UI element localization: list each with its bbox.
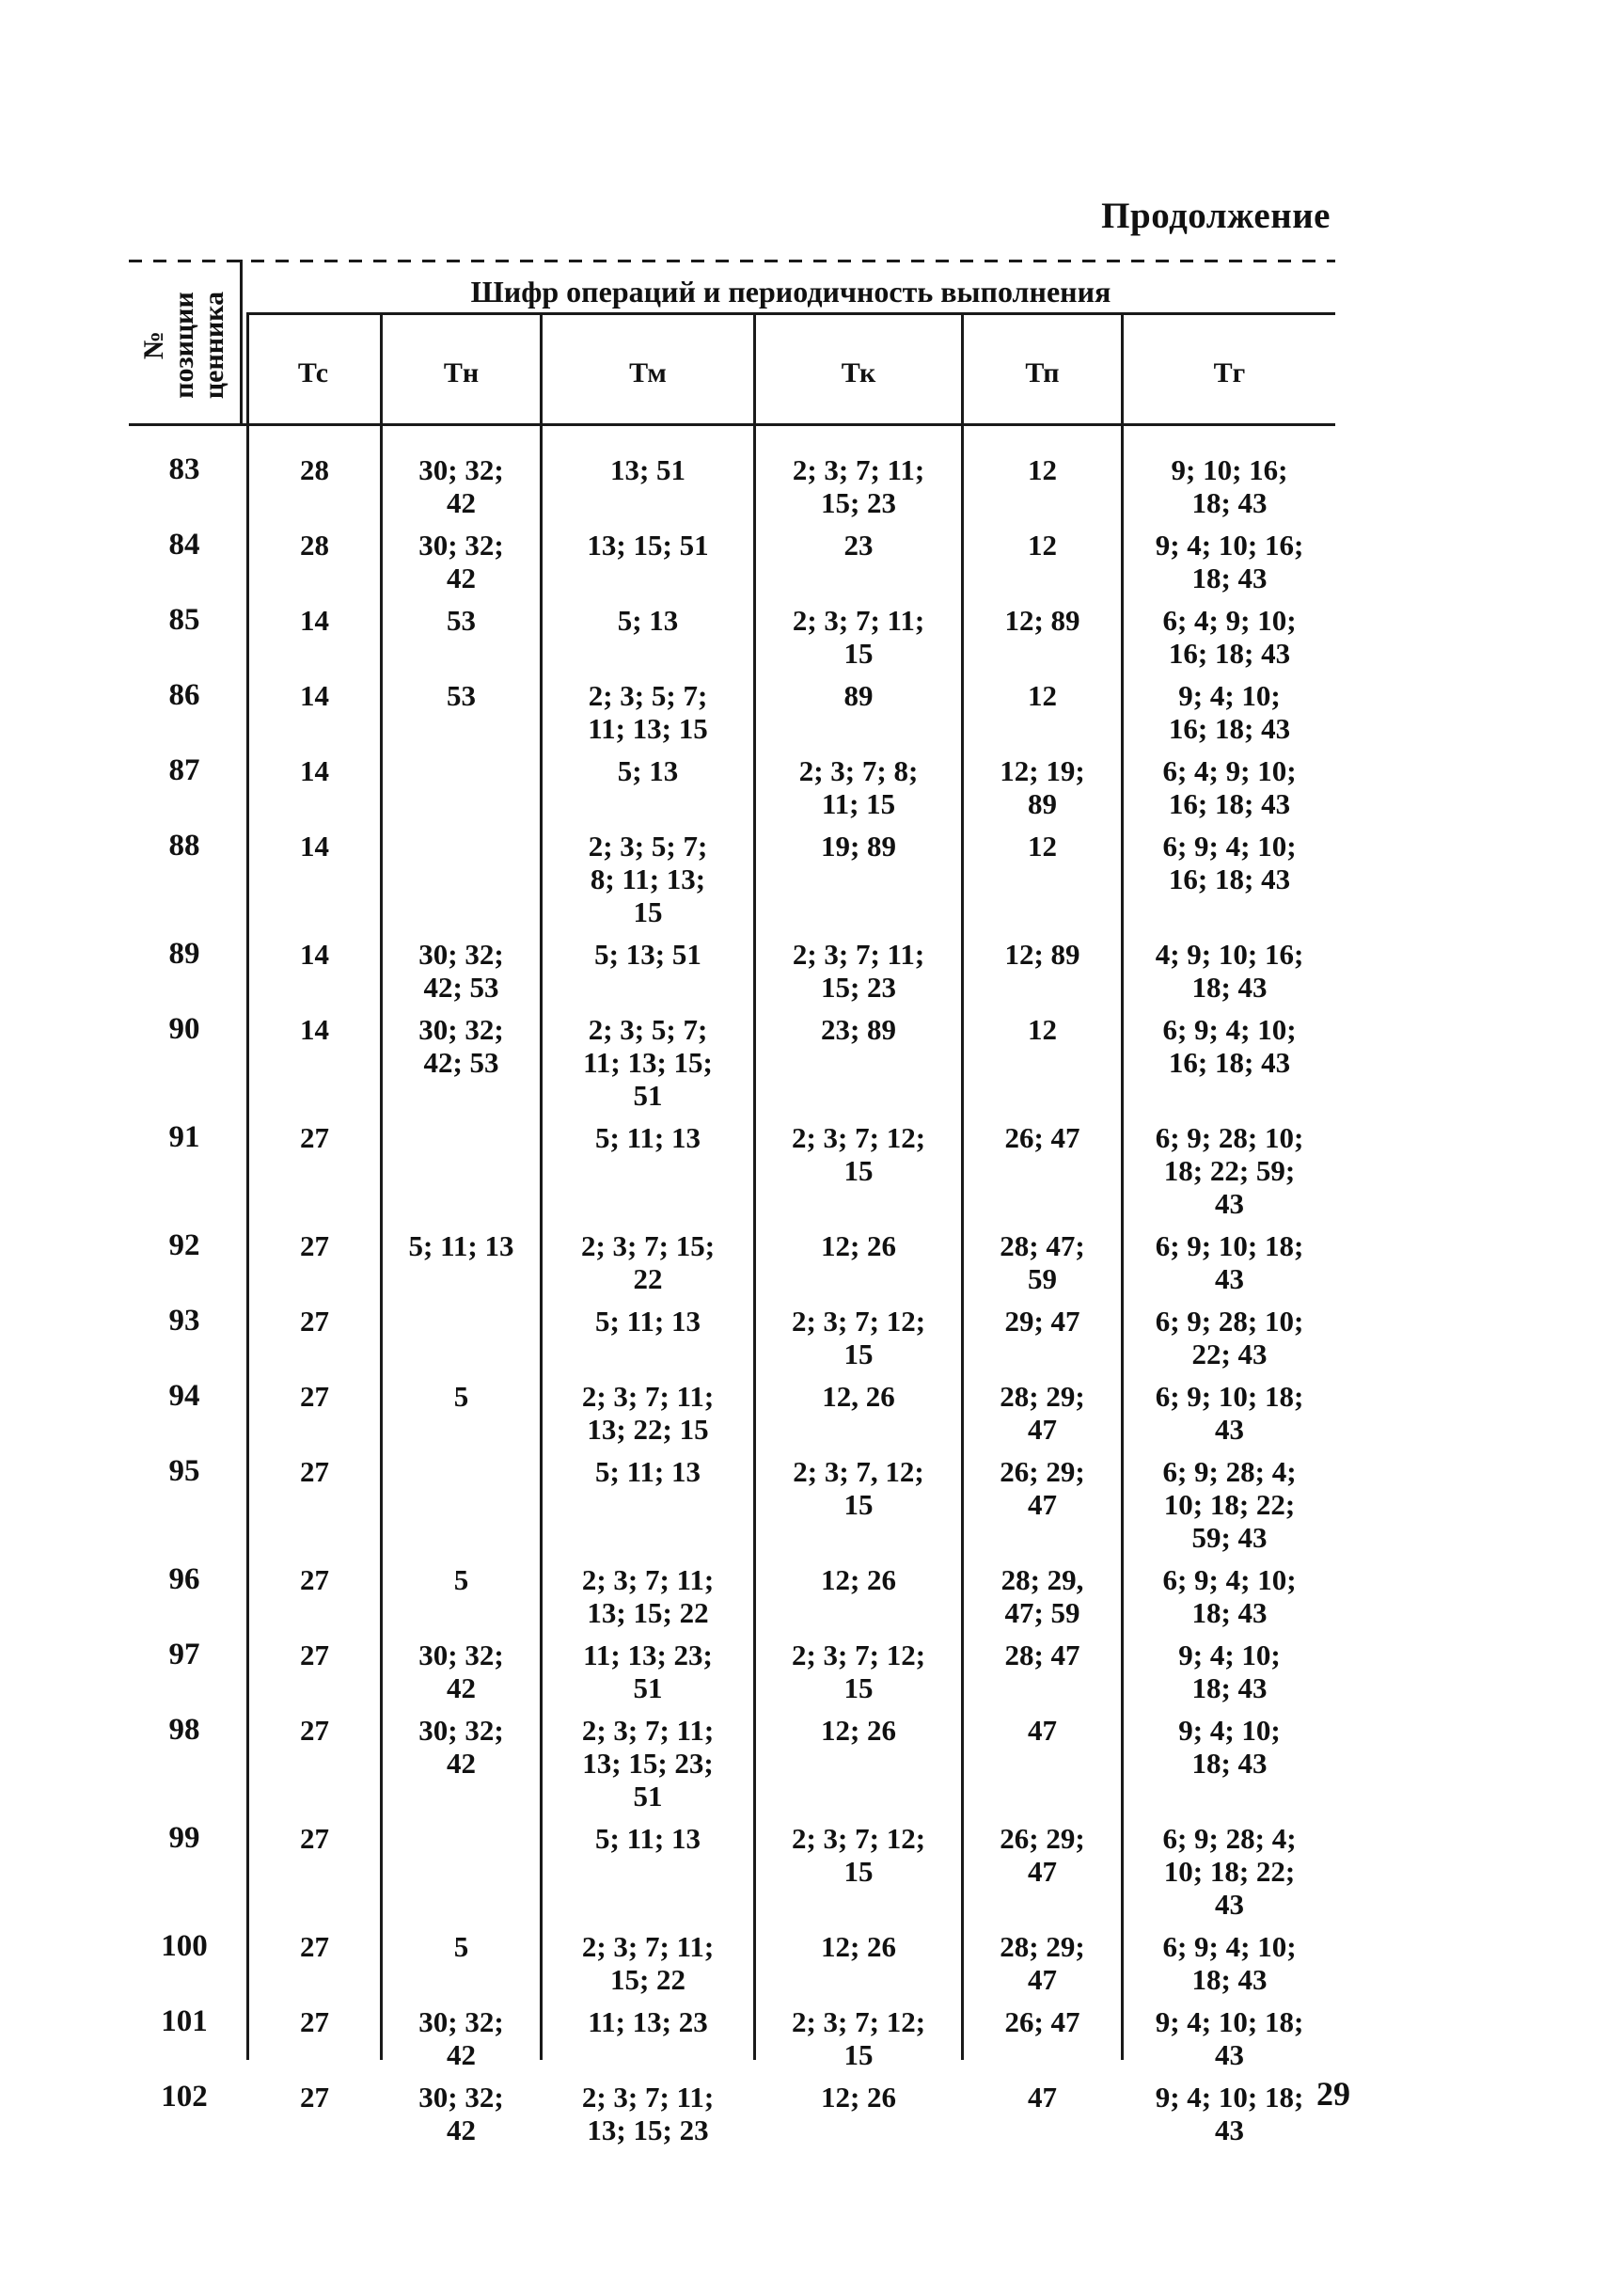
table-top-rule <box>129 260 1335 262</box>
cell-tp: 28; 47 <box>1004 1639 1080 1671</box>
cell-tk: 2; 3; 7; 12; 15 <box>791 2005 926 2071</box>
cell-tn: 30; 32; 42 <box>418 529 504 594</box>
cell-num: 90 <box>168 1012 200 1046</box>
cell-tg: 9; 4; 10; 18; 43 <box>1155 2005 1304 2071</box>
cell-num: 101 <box>161 2004 208 2038</box>
cell-num: 100 <box>161 1929 208 1963</box>
cell-tk: 2; 3; 7; 11; 15; 23 <box>792 453 925 519</box>
cell-tc: 27 <box>300 1455 329 1488</box>
cell-tp: 26; 47 <box>1004 2005 1080 2038</box>
cell-tm: 2; 3; 5; 7; 8; 11; 13; 15 <box>588 830 708 928</box>
cell-tm: 2; 3; 5; 7; 11; 13; 15; 51 <box>583 1013 713 1112</box>
cell-tm: 5; 11; 13 <box>595 1822 701 1855</box>
position-number-header <box>129 265 240 425</box>
col-header-tp: Тп <box>1025 357 1060 388</box>
cell-tk: 89 <box>843 679 874 712</box>
cell-tp: 28; 29; 47 <box>1000 1380 1085 1446</box>
cell-tn: 30; 32; 42; 53 <box>418 1013 504 1079</box>
cell-tg: 6; 9; 28; 4; 10; 18; 22; 43 <box>1162 1822 1297 1921</box>
cell-tn: 30; 32; 42 <box>418 2005 504 2071</box>
cell-tp: 26; 29; 47 <box>1000 1822 1085 1888</box>
page-number: 29 <box>1316 2075 1350 2113</box>
cell-tn: 30; 32; 42 <box>418 2081 504 2146</box>
cell-num: 96 <box>168 1562 200 1596</box>
cell-tc: 27 <box>300 1930 329 1963</box>
cell-num: 93 <box>168 1304 200 1338</box>
cell-tc: 27 <box>300 1305 329 1338</box>
cell-tg: 6; 9; 4; 10; 16; 18; 43 <box>1162 1013 1297 1079</box>
cell-tg: 9; 4; 10; 16; 18; 43 <box>1155 529 1304 594</box>
cell-tg: 6; 9; 28; 4; 10; 18; 22; 59; 43 <box>1162 1455 1297 1554</box>
cell-tm: 5; 11; 13 <box>595 1305 701 1338</box>
cell-tk: 12; 26 <box>820 1563 897 1596</box>
cell-tc: 27 <box>300 2081 329 2114</box>
cell-tn: 30; 32; 42 <box>418 1714 504 1780</box>
cell-num: 95 <box>168 1454 200 1488</box>
operations-table <box>129 254 1335 2146</box>
cell-tn: 5 <box>453 1380 469 1413</box>
cell-tc: 14 <box>300 938 329 971</box>
cell-num: 102 <box>161 2080 208 2114</box>
cell-num: 94 <box>168 1379 200 1413</box>
cell-tn: 5 <box>453 1563 469 1596</box>
cell-tp: 28; 29; 47 <box>1000 1930 1085 1996</box>
cell-tg: 6; 4; 9; 10; 16; 18; 43 <box>1162 754 1297 820</box>
cell-num: 92 <box>168 1228 200 1262</box>
cell-tc: 14 <box>300 604 329 637</box>
cell-num: 85 <box>168 603 200 637</box>
cell-tg: 4; 9; 10; 16; 18; 43 <box>1155 938 1304 1004</box>
cell-tc: 27 <box>300 1380 329 1413</box>
cell-tc: 28 <box>300 529 329 562</box>
cell-tc: 27 <box>300 1229 329 1262</box>
cell-num: 97 <box>168 1638 200 1671</box>
cell-tp: 29; 47 <box>1004 1305 1080 1338</box>
cell-tp: 28; 47; 59 <box>1000 1229 1085 1295</box>
cell-tk: 23 <box>843 529 874 562</box>
cell-tk: 12; 26 <box>820 1930 897 1963</box>
cell-tg: 9; 4; 10; 18; 43 <box>1178 1714 1281 1780</box>
cell-tp: 12 <box>1028 529 1057 562</box>
cell-num: 87 <box>168 753 200 787</box>
cell-num: 89 <box>168 937 200 971</box>
cell-tp: 12; 19; 89 <box>1000 754 1085 820</box>
cell-tg: 6; 9; 10; 18; 43 <box>1155 1380 1304 1446</box>
cell-tc: 14 <box>300 1013 329 1046</box>
cell-tp: 26; 47 <box>1004 1121 1080 1154</box>
position-number-header-text: № позиции ценника <box>137 291 229 400</box>
cell-tp: 12 <box>1028 453 1057 486</box>
cell-tc: 27 <box>300 1563 329 1596</box>
cell-tm: 13; 15; 51 <box>587 529 709 562</box>
cell-tn: 5; 11; 13 <box>408 1229 514 1262</box>
cell-tc: 14 <box>300 830 329 863</box>
cell-num: 83 <box>168 452 200 486</box>
cell-tm: 5; 11; 13 <box>595 1121 701 1154</box>
cell-tn: 53 <box>447 679 476 712</box>
cell-tg: 6; 9; 10; 18; 43 <box>1155 1229 1304 1295</box>
cell-tp: 12; 89 <box>1004 938 1080 971</box>
cell-tp: 12 <box>1028 830 1057 863</box>
cell-tm: 5; 13 <box>617 604 679 637</box>
cell-num: 88 <box>168 829 200 863</box>
cell-tc: 14 <box>300 754 329 787</box>
cell-tp: 47 <box>1028 1714 1057 1747</box>
cell-tk: 2; 3; 7; 12; 15 <box>791 1121 926 1187</box>
cell-tc: 27 <box>300 1714 329 1747</box>
cell-tm: 5; 13; 51 <box>594 938 701 971</box>
cell-tg: 9; 4; 10; 16; 18; 43 <box>1168 679 1291 745</box>
cell-num: 98 <box>168 1713 200 1747</box>
cell-tm: 2; 3; 7; 11; 13; 15; 23; 51 <box>581 1714 715 1813</box>
cell-tp: 26; 29; 47 <box>1000 1455 1085 1521</box>
cell-tg: 9; 4; 10; 18; 43 <box>1155 2081 1304 2146</box>
cell-num: 91 <box>168 1120 200 1154</box>
cell-num: 86 <box>168 678 200 712</box>
cell-tp: 28; 29, 47; 59 <box>1000 1563 1084 1629</box>
cell-tc: 27 <box>300 1822 329 1855</box>
cell-tc: 27 <box>300 1121 329 1154</box>
header-bottom-rule <box>129 423 1335 426</box>
cell-tk: 2; 3; 7; 12; 15 <box>791 1822 926 1888</box>
cell-tp: 47 <box>1028 2081 1057 2114</box>
cell-tp: 12; 89 <box>1004 604 1080 637</box>
cell-tm: 2; 3; 7; 11; 13; 22; 15 <box>581 1380 715 1446</box>
cell-tm: 2; 3; 5; 7; 11; 13; 15 <box>588 679 708 745</box>
cell-tk: 19; 89 <box>820 830 897 863</box>
cell-tp: 12 <box>1028 679 1057 712</box>
cell-tm: 2; 3; 7; 15; 22 <box>580 1229 716 1295</box>
cell-tc: 28 <box>300 453 329 486</box>
tc-left-rule-header <box>246 312 249 425</box>
cell-tm: 11; 13; 23 <box>588 2005 708 2038</box>
cell-tk: 2; 3; 7; 11; 15; 23 <box>792 938 925 1004</box>
cell-tn: 5 <box>453 1930 469 1963</box>
cell-tk: 12, 26 <box>822 1380 895 1413</box>
col-header-tc: Тс <box>297 357 329 388</box>
cell-tk: 12; 26 <box>820 1714 897 1747</box>
col-header-tk: Тк <box>841 357 876 388</box>
col-header-tm: Тм <box>629 357 667 388</box>
operations-group-header: Шифр операций и периодичность выполнения <box>470 275 1111 309</box>
cell-tg: 6; 9; 28; 10; 22; 43 <box>1155 1305 1304 1370</box>
cell-tn: 30; 32; 42 <box>418 1639 504 1704</box>
cell-tk: 23; 89 <box>820 1013 897 1046</box>
cell-tc: 14 <box>300 679 329 712</box>
cell-tk: 12; 26 <box>820 2081 897 2114</box>
cell-tc: 27 <box>300 1639 329 1671</box>
tp-left-rule <box>961 312 964 2060</box>
cell-tg: 6; 9; 4; 10; 16; 18; 43 <box>1162 830 1297 895</box>
cell-tk: 2; 3; 7; 8; 11; 15 <box>798 754 919 820</box>
cell-tk: 2; 3; 7; 11; 15 <box>792 604 925 670</box>
cell-tg: 9; 4; 10; 18; 43 <box>1178 1639 1281 1704</box>
cell-tm: 2; 3; 7; 11; 13; 15; 22 <box>581 1563 715 1629</box>
cell-tp: 12 <box>1028 1013 1057 1046</box>
cell-tg: 6; 4; 9; 10; 16; 18; 43 <box>1162 604 1297 670</box>
cell-num: 84 <box>168 528 200 562</box>
cell-tk: 2; 3; 7; 12; 15 <box>791 1305 926 1370</box>
cell-tg: 6; 9; 28; 10; 18; 22; 59; 43 <box>1155 1121 1304 1220</box>
continuation-label: Продолжение <box>1101 196 1331 236</box>
cell-tg: 9; 10; 16; 18; 43 <box>1171 453 1288 519</box>
cell-tg: 6; 9; 4; 10; 18; 43 <box>1162 1930 1297 1996</box>
cell-tk: 2; 3; 7; 12; 15 <box>791 1639 926 1704</box>
cell-tm: 2; 3; 7; 11; 13; 15; 23 <box>581 2081 715 2146</box>
cell-tg: 6; 9; 4; 10; 18; 43 <box>1162 1563 1297 1629</box>
cell-tm: 11; 13; 23; 51 <box>583 1639 713 1704</box>
cell-tk: 12; 26 <box>820 1229 897 1262</box>
cell-tn: 30; 32; 42; 53 <box>418 938 504 1004</box>
cell-tm: 5; 11; 13 <box>595 1455 701 1488</box>
cell-tk: 2; 3; 7, 12; 15 <box>793 1455 924 1521</box>
group-header-rule <box>246 312 1335 315</box>
col-header-tn: Тн <box>443 357 480 388</box>
cell-num: 99 <box>168 1821 200 1855</box>
cell-tm: 5; 13 <box>617 754 679 787</box>
cell-tm: 2; 3; 7; 11; 15; 22 <box>581 1930 715 1996</box>
cell-tn: 30; 32; 42 <box>418 453 504 519</box>
num-col-rule <box>240 260 243 425</box>
cell-tc: 27 <box>300 2005 329 2038</box>
cell-tn: 53 <box>447 604 476 637</box>
col-header-tg: Тг <box>1213 357 1246 388</box>
cell-tm: 13; 51 <box>609 453 686 486</box>
